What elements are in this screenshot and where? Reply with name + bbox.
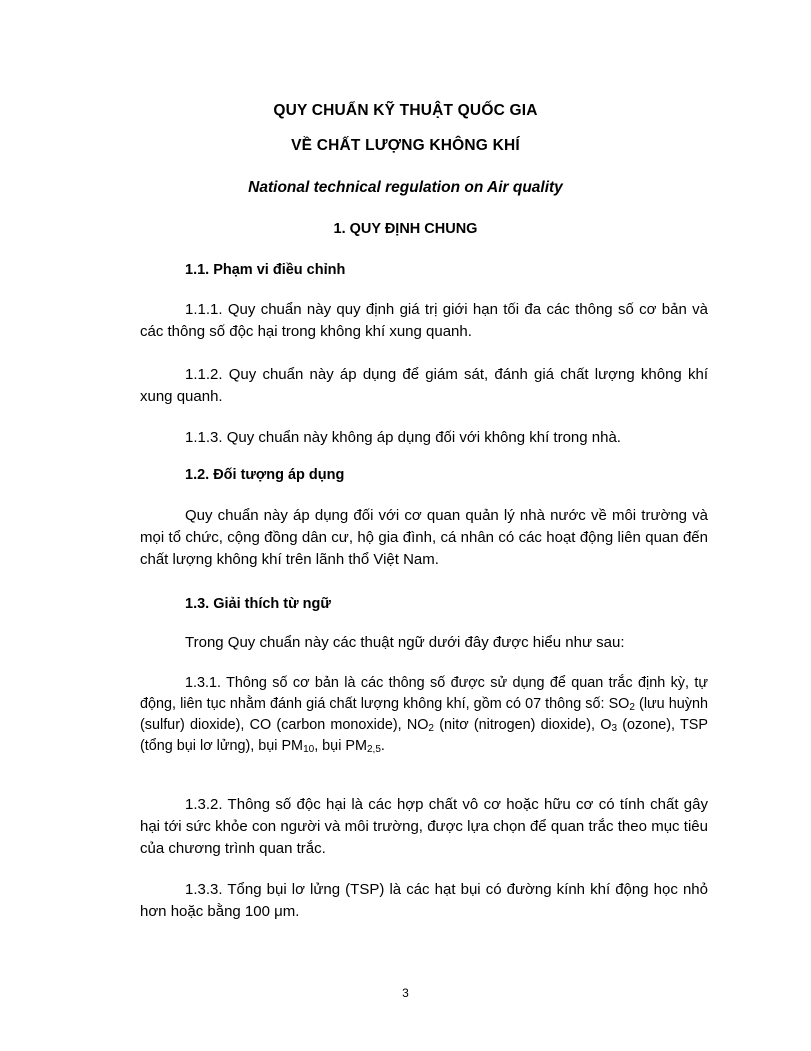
title-line-2: VỀ CHẤT LƯỢNG KHÔNG KHÍ	[291, 137, 520, 154]
paragraph-1-1-2: 1.1.2. Quy chuẩn này áp dụng để giám sát, đánh giá chất lượng không khí xung quanh.	[140, 366, 708, 405]
paragraph-1-3-3: 1.3.3. Tổng bụi lơ lửng (TSP) là các hạt bụi có đường kính khí động học nhỏ hơn hoặc bằng 100 μm.	[140, 881, 708, 920]
paragraph-1-1-1: 1.1.1. Quy chuẩn này quy định giá trị giới hạn tối đa các thông số cơ bản và các thông số độc hại trong không khí xung quanh.	[140, 301, 708, 340]
paragraph-1-3-1-text-b: (lưu huỳnh (sulfur) dioxide), CO (carbon monoxide), NO	[140, 696, 708, 733]
pm25-subscript: 2,5	[366, 744, 381, 755]
section-1-2-heading: 1.2. Đối tượng áp dụng	[185, 467, 345, 483]
paragraph-1-3-1-text-e: , bụi PM	[314, 738, 367, 754]
paragraph-1-3-1-text-a: 1.3.1. Thông số cơ bản là các thông số được sử dụng để quan trắc định kỳ, tự động, liên tục nhằm đánh giá chất lượng không khí, gồm có 07 thông số: SO	[140, 675, 708, 712]
o3-subscript: 3	[611, 723, 618, 734]
paragraph-1-3-1-text-d: (ozone), TSP (tổng bụi lơ lửng), bụi PM	[140, 717, 708, 754]
so2-subscript: 2	[629, 702, 635, 713]
section-1-1-heading: 1.1. Phạm vi điều chỉnh	[185, 262, 346, 278]
paragraph-1-2: Quy chuẩn này áp dụng đối với cơ quan quản lý nhà nước về môi trường và mọi tổ chức, cộng đồng dân cư, hộ gia đình, cá nhân có các hoạt động liên quan đến chất lượng không khí trên lãnh thổ Việt Nam.	[140, 507, 708, 568]
paragraph-1-3-1	[140, 673, 708, 757]
section-1-3-heading: 1.3. Giải thích từ ngữ	[185, 596, 331, 612]
pm10-subscript: 10	[303, 744, 315, 755]
title-line-1: QUY CHUẨN KỸ THUẬT QUỐC GIA	[273, 102, 538, 119]
paragraph-1-3-1-text-f: .	[380, 738, 385, 754]
paragraph-1-3-1-text-c: (nitơ (nitrogen) dioxide), O	[433, 717, 612, 733]
paragraph-1-3-2: 1.3.2. Thông số độc hại là các hợp chất vô cơ hoặc hữu cơ có tính chất gây hại tới sức khỏe con người và môi trường, được lựa chọn để quan trắc theo mục tiêu của chương trình quan trắc.	[140, 796, 708, 857]
no2-subscript: 2	[428, 723, 434, 734]
paragraph-1-3-intro: Trong Quy chuẩn này các thuật ngữ dưới đây được hiểu như sau:	[185, 634, 625, 651]
page-number: 3	[402, 986, 409, 1000]
english-title: National technical regulation on Air quality	[248, 179, 563, 196]
paragraph-1-1-3: 1.1.3. Quy chuẩn này không áp dụng đối với không khí trong nhà.	[185, 429, 621, 446]
section-1-heading: 1. QUY ĐỊNH CHUNG	[333, 221, 478, 237]
